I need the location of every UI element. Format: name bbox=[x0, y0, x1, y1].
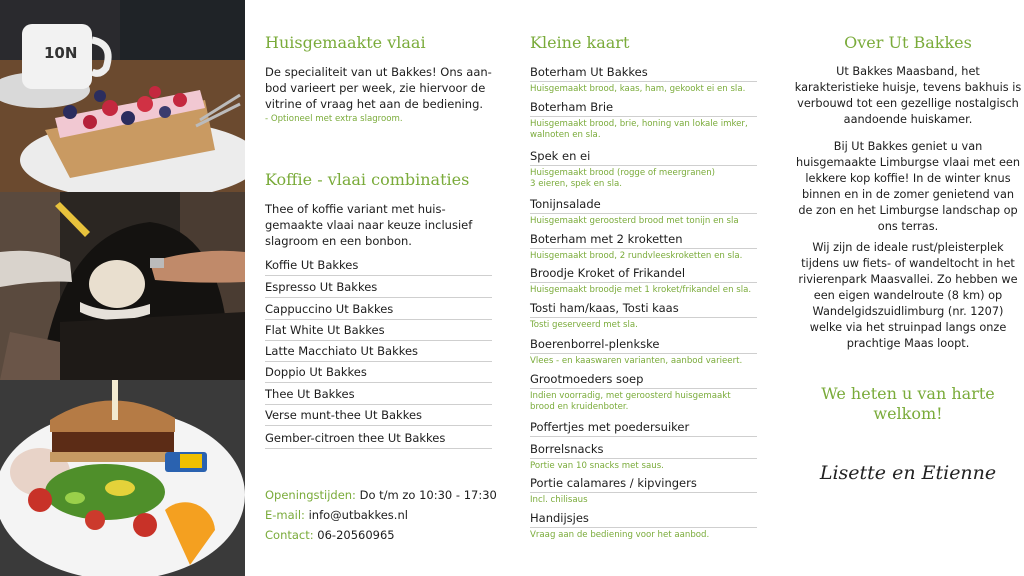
kaart-item-name: Tonijnsalade bbox=[530, 197, 757, 214]
over-paragraph-1 bbox=[786, 64, 1024, 128]
kaart-item-desc bbox=[530, 216, 757, 227]
kaart-item-name: Boterham met 2 kroketten bbox=[530, 232, 757, 249]
kaart-item-name: Poffertjes met poedersuiker bbox=[530, 420, 757, 437]
kaart-item-name: Borrelsnacks bbox=[530, 442, 757, 459]
combi-item: Latte Macchiato Ut Bakkes bbox=[265, 343, 492, 362]
kaart-item-desc bbox=[530, 84, 757, 95]
vlaai-text-line: De specialiteit van ut Bakkes! Ons aan- bbox=[265, 65, 492, 79]
kaart-item bbox=[530, 232, 757, 262]
kaart-item-name: Tosti ham/kaas, Tosti kaas bbox=[530, 301, 757, 318]
kaart-item bbox=[530, 420, 757, 437]
over-text-line: rivierenpark Maasvallei. Zo hebben we bbox=[798, 273, 1018, 286]
kaart-item-desc bbox=[530, 391, 757, 413]
opening-hours bbox=[265, 487, 497, 503]
vlaai-title: Huisgemaakte vlaai bbox=[265, 33, 426, 52]
over-text-line: verbouwd tot een gezellige nostalgisch bbox=[797, 97, 1019, 110]
kaart-desc-line: Huisgemaakt brood, 2 rundvleeskroketten en sla. bbox=[530, 251, 743, 261]
welcome-text bbox=[786, 384, 1024, 424]
kaart-item-desc bbox=[530, 119, 757, 141]
contact-value: 06-20560965 bbox=[317, 528, 395, 542]
kaart-desc-line: Indien voorradig, met geroosterd huisgemaakt bbox=[530, 391, 731, 401]
kaart-item-desc bbox=[530, 356, 757, 367]
combi-item: Gember-citroen thee Ut Bakkes bbox=[265, 430, 492, 449]
kaart-item-name: Handijsjes bbox=[530, 511, 757, 528]
combi-title: Koffie - vlaai combinaties bbox=[265, 170, 470, 189]
kaart-item-name: Portie calamares / kipvingers bbox=[530, 476, 757, 493]
over-text-line: Bij Ut Bakkes geniet u van bbox=[833, 140, 983, 153]
kaart-item-desc bbox=[530, 495, 757, 506]
combi-item: Flat White Ut Bakkes bbox=[265, 322, 492, 341]
kaart-desc-line: Huisgemaakt brood (rogge of meergranen) bbox=[530, 168, 716, 178]
kaart-item-name: Boterham Brie bbox=[530, 100, 757, 117]
email bbox=[265, 507, 408, 523]
combi-text-line: gemaakte vlaai naar keuze inclusief bbox=[265, 218, 473, 232]
kaart-item bbox=[530, 100, 757, 141]
kaart-item-desc bbox=[530, 461, 757, 472]
kaart-desc-line: Portie van 10 snacks met saus. bbox=[530, 461, 664, 471]
kaart-item-name: Broodje Kroket of Frikandel bbox=[530, 266, 757, 283]
over-text-line: lekkere kop koffie! In de winter knus bbox=[805, 172, 1011, 185]
combi-item: Cappuccino Ut Bakkes bbox=[265, 301, 492, 320]
over-title: Over Ut Bakkes bbox=[844, 33, 972, 52]
over-text-line: tijdens uw fiets- of wandeltocht in het bbox=[801, 257, 1015, 270]
welcome-line: welkom! bbox=[873, 404, 943, 423]
kaart-item bbox=[530, 301, 757, 331]
kaart-desc-line: brood en kruidenboter. bbox=[530, 402, 629, 412]
kaart-item-desc bbox=[530, 285, 757, 296]
kaart-item bbox=[530, 149, 757, 190]
vlaai-note: - Optioneel met extra slagroom. bbox=[265, 114, 403, 124]
combi-item: Koffie Ut Bakkes bbox=[265, 257, 492, 276]
kaart-item-name: Spek en ei bbox=[530, 149, 757, 166]
over-text-line: huisgemaakte Limburgse vlaai met een bbox=[795, 156, 1021, 169]
kaart-desc-line: Incl. chilisaus bbox=[530, 495, 588, 505]
combi-item: Verse munt-thee Ut Bakkes bbox=[265, 407, 492, 426]
vlaai-text bbox=[265, 64, 500, 112]
kaart-item bbox=[530, 65, 757, 95]
welcome-line: We heten u van harte bbox=[821, 384, 995, 403]
kaart-desc-line: Huisgemaakt broodje met 1 kroket/frikandel en sla. bbox=[530, 285, 752, 295]
email-value[interactable]: info@utbakkes.nl bbox=[308, 508, 408, 522]
over-text-line: prachtige Maas loopt. bbox=[846, 337, 970, 350]
opening-hours-value: Do t/m zo 10:30 - 17:30 bbox=[359, 488, 497, 502]
over-text-line: Wandelgidszuidlimburg (nr. 1207) bbox=[812, 305, 1004, 318]
cup-logo-text: 10N bbox=[44, 44, 78, 62]
kaart-item bbox=[530, 337, 757, 367]
combi-text-line: slagroom en een bonbon. bbox=[265, 234, 412, 248]
contact bbox=[265, 527, 395, 543]
over-text-line: karakteristieke huisje, tevens bakhuis is bbox=[794, 81, 1022, 94]
photo-oven-bread bbox=[0, 192, 245, 380]
over-text-line: Wij zijn de ideale rust/pleisterplek bbox=[812, 241, 1004, 254]
photo-sandwich-plate bbox=[0, 380, 245, 576]
kaart-item bbox=[530, 372, 757, 413]
over-text-line: ons terras. bbox=[877, 220, 939, 233]
combi-text-line: Thee of koffie variant met huis- bbox=[265, 202, 446, 216]
photo-strip bbox=[0, 0, 245, 576]
opening-hours-label: Openingstijden: bbox=[265, 488, 356, 502]
over-text-line: een eigen wandelroute (8 km) op bbox=[813, 289, 1003, 302]
over-paragraph-2 bbox=[786, 139, 1024, 235]
photo-coffee-vlaai bbox=[0, 0, 245, 192]
combi-item: Doppio Ut Bakkes bbox=[265, 364, 492, 383]
kaart-item bbox=[530, 511, 757, 541]
kaart-desc-line: Vraag aan de bediening voor het aanbod. bbox=[530, 530, 710, 540]
over-text-line: welke via het struinpad langs onze bbox=[809, 321, 1007, 334]
over-text-line: de zon en het Limburgse landschap op bbox=[798, 204, 1018, 217]
kaart-desc-line: Tosti geserveerd met sla. bbox=[530, 320, 638, 330]
kaart-item-name: Boerenborrel-plenkske bbox=[530, 337, 757, 354]
kaart-item bbox=[530, 476, 757, 506]
kaart-desc-line: Huisgemaakt brood, kaas, ham, gekookt ei en sla. bbox=[530, 84, 746, 94]
kaart-item-desc bbox=[530, 530, 757, 541]
kaart-item bbox=[530, 442, 757, 472]
over-text-line: aandoende huiskamer. bbox=[843, 113, 973, 126]
signature: Lisette en Etienne bbox=[819, 462, 997, 484]
kaart-item bbox=[530, 266, 757, 296]
over-paragraph-3 bbox=[786, 240, 1024, 352]
vlaai-text-line: vitrine of vraag het aan de bediening. bbox=[265, 97, 484, 111]
vlaai-text-line: bod varieert per week, zie hiervoor de bbox=[265, 81, 486, 95]
kaart-desc-line: 3 eieren, spek en sla. bbox=[530, 179, 622, 189]
kaart-desc-line: Huisgemaakt geroosterd brood met tonijn en sla bbox=[530, 216, 739, 226]
kaart-title: Kleine kaart bbox=[530, 33, 630, 52]
kaart-item-desc bbox=[530, 251, 757, 262]
kaart-desc-line: Huisgemaakt brood, brie, honing van lokale imker, bbox=[530, 119, 748, 129]
combi-item: Thee Ut Bakkes bbox=[265, 386, 492, 405]
kaart-desc-line: Vlees - en kaaswaren varianten, aanbod varieert. bbox=[530, 356, 743, 366]
combi-item: Espresso Ut Bakkes bbox=[265, 279, 492, 298]
kaart-item-name: Grootmoeders soep bbox=[530, 372, 757, 389]
kaart-item bbox=[530, 197, 757, 227]
email-label: E-mail: bbox=[265, 508, 305, 522]
over-text-line: Ut Bakkes Maasband, het bbox=[836, 65, 980, 78]
kaart-item-name: Boterham Ut Bakkes bbox=[530, 65, 757, 82]
contact-label: Contact: bbox=[265, 528, 314, 542]
kaart-item-desc bbox=[530, 320, 757, 331]
combi-text bbox=[265, 201, 500, 249]
kaart-item-desc bbox=[530, 168, 757, 190]
over-text-line: binnen en in de zomer genietend van bbox=[801, 188, 1015, 201]
kaart-desc-line: walnoten en sla. bbox=[530, 130, 601, 140]
